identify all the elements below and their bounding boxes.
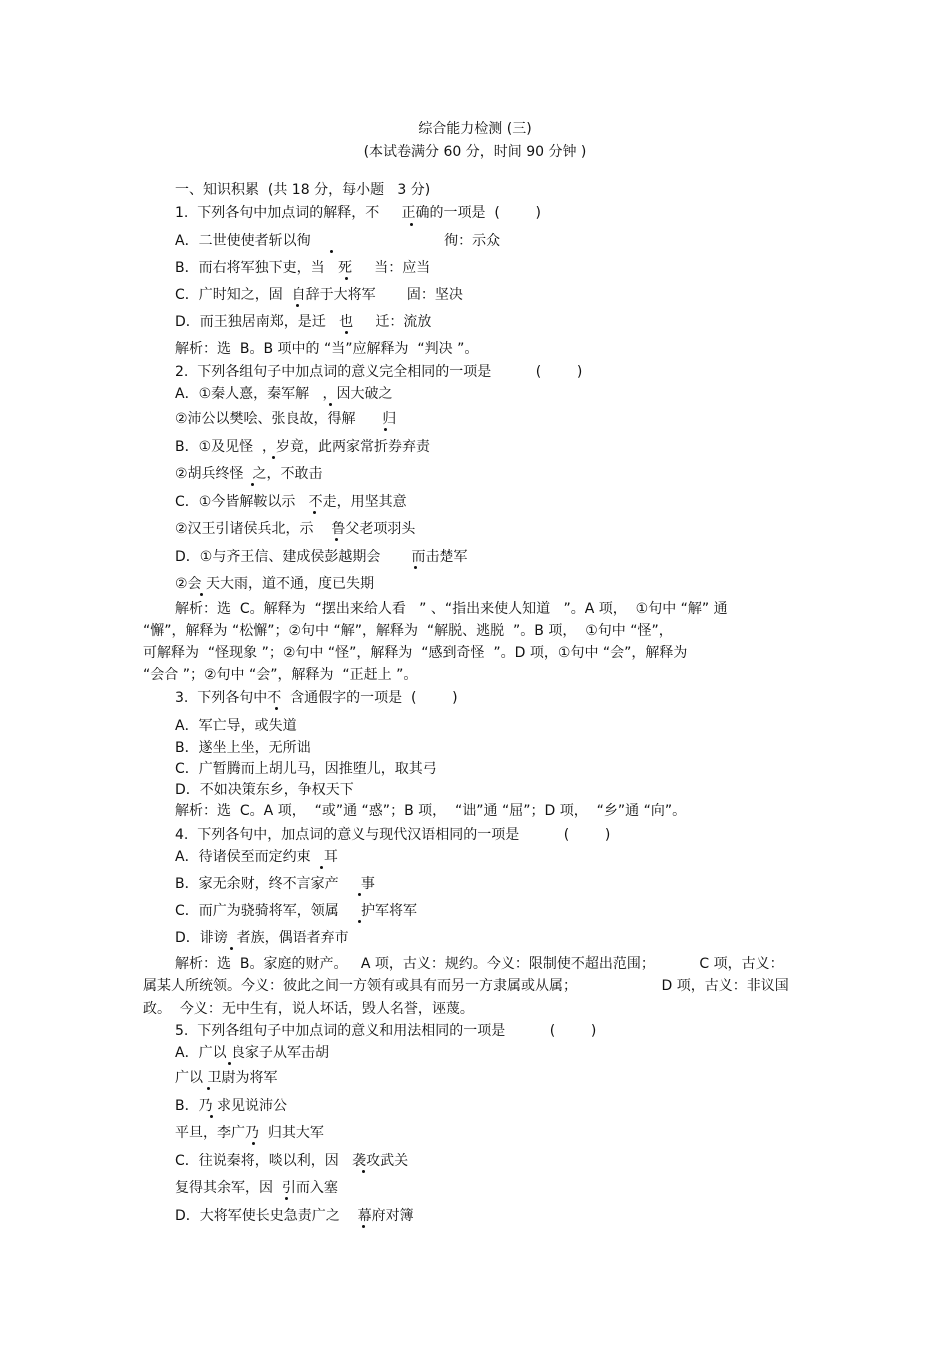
q5-option-b1: B．乃 求见说沛公	[175, 1098, 288, 1114]
q4-analysis-3: 政。 今义：无中生有，说人坏话，毁人名誉，诬蔑。	[143, 1001, 474, 1017]
q2-option-a1: A．①秦人憙，秦军解 ，因大破之	[175, 386, 393, 402]
q5-option-a2: 广以 卫尉为将军	[175, 1070, 278, 1086]
q5-option-b2: 平旦，李广乃 归其大军	[175, 1125, 324, 1141]
q1-analysis: 解析：选 B。B 项中的 “当”应解释为 “判决 ”。	[175, 341, 479, 357]
emphasis-dot	[252, 1142, 255, 1145]
emphasis-dot	[414, 566, 417, 569]
emphasis-dot	[285, 1197, 288, 1200]
section-heading: 一、知识积累 (共 18 分，每小题 3 分)	[175, 182, 431, 198]
q1-option-d: D．而王独居南郑，是迁 也 迁：流放	[175, 314, 432, 330]
emphasis-dot	[410, 223, 413, 226]
emphasis-dot	[251, 483, 254, 486]
question-1-stem: 1. 下列各句中加点词的解释，不 正确的一项是 ( )	[175, 205, 541, 221]
emphasis-dot	[330, 250, 333, 253]
q2-option-b1: B．①及见怪 ，岁竟，此两家常折券弃责	[175, 439, 431, 455]
q4-option-c: C．而广为骁骑将军，领属 护军将军	[175, 903, 418, 919]
q4-analysis-2: 属某人所统领。今义：彼此之间一方领有或具有而另一方隶属或从属； D 项，古义：非议国	[143, 978, 789, 994]
q2-analysis-3: 可解释为 “怪现象 ”；②句中 “怪”，解释为 “感到奇怪 ”。D 项，①句中 “会”，解释为	[143, 645, 688, 661]
q2-option-a2: ②沛公以樊哙、张良故，得解 归	[175, 411, 397, 427]
q4-option-d: D．诽谤 者族，偶语者弃市	[175, 930, 349, 946]
emphasis-dot	[345, 331, 348, 334]
q2-option-b2: ②胡兵终怪 之，不敢击	[175, 466, 323, 482]
q3-option-b: B．遂坐上坐，无所诎	[175, 740, 311, 756]
q1-option-b: B．而右将军独下吏，当 死 当：应当	[175, 260, 431, 276]
question-2-stem: 2. 下列各组句子中加点词的意义完全相同的一项是 ( )	[175, 364, 583, 380]
q1-option-a: A．二世使使者斩以徇 徇：示众	[175, 233, 501, 249]
question-5-stem: 5. 下列各组句子中加点词的意义和用法相同的一项是 ( )	[175, 1023, 597, 1039]
q3-analysis: 解析：选 C。A 项， “或”通 “惑”；B 项， “诎”通 “屈”；D 项， “乡”通 “向”。	[175, 803, 687, 819]
emphasis-dot	[272, 456, 275, 459]
emphasis-dot	[362, 1170, 365, 1173]
q1-option-c: C．广时知之，固 自辞于大将军 固：坚决	[175, 287, 463, 303]
page-title: 综合能力检测 (三)	[418, 121, 532, 137]
q5-option-c1: C．往说秦将，啖以利，因 袭攻武关	[175, 1153, 409, 1169]
q3-option-a: A．军亡导，或失道	[175, 718, 297, 734]
emphasis-dot	[296, 304, 299, 307]
emphasis-dot	[358, 920, 361, 923]
emphasis-dot	[384, 428, 387, 431]
emphasis-dot	[230, 947, 233, 950]
q5-option-a1: A．广以 良家子从军击胡	[175, 1045, 330, 1061]
q2-analysis-4: “会合 ”；②句中 “会”，解释为 “正赶上 ”。	[143, 667, 418, 683]
emphasis-dot	[200, 593, 203, 596]
page-subtitle: (本试卷满分 60 分，时间 90 分钟 )	[363, 144, 587, 160]
q2-analysis-2: “懈”，解释为 “松懈”；②句中 “解”，解释为 “解脱、逃脱 ”。B 项， ①句中 “怪”，	[143, 623, 673, 639]
q4-option-a: A．待诸侯至而定约束 耳	[175, 849, 338, 865]
q5-option-d: D．大将军使长史急责广之 幕府对簿	[175, 1208, 414, 1224]
emphasis-dot	[329, 403, 332, 406]
q2-option-d1: D．①与齐王信、建成侯彭越期会 而击楚军	[175, 549, 468, 565]
emphasis-dot	[335, 538, 338, 541]
q4-option-b: B．家无余财，终不言家产 事	[175, 876, 375, 892]
q5-option-c2: 复得其余军，因 引而入塞	[175, 1180, 338, 1196]
q3-option-c: C．广暂腾而上胡儿马，因推堕儿，取其弓	[175, 761, 437, 777]
question-3-stem: 3. 下列各句中不 含通假字的一项是 ( )	[175, 690, 458, 706]
question-4-stem: 4. 下列各句中，加点词的意义与现代汉语相同的一项是 ( )	[175, 827, 611, 843]
q3-option-d: D．不如决策东乡，争权天下	[175, 782, 354, 798]
emphasis-dot	[362, 1225, 365, 1228]
q4-analysis-1: 解析：选 B。家庭的财产。 A 项，古义：规约。今义：限制使不超出范围； C 项，古义：	[175, 956, 784, 972]
emphasis-dot	[207, 1087, 210, 1090]
emphasis-dot	[275, 707, 278, 710]
emphasis-dot	[313, 511, 316, 514]
emphasis-dot	[228, 1062, 231, 1065]
emphasis-dot	[320, 866, 323, 869]
emphasis-dot	[210, 1115, 213, 1118]
emphasis-dot	[358, 893, 361, 896]
q2-option-c2: ②汉王引诸侯兵北，示 鲁父老项羽头	[175, 521, 416, 537]
q2-option-c1: C．①今皆解鞍以示 不走，用坚其意	[175, 494, 407, 510]
emphasis-dot	[345, 277, 348, 280]
q2-option-d2: ②会 天大雨，道不通，度已失期	[175, 576, 375, 592]
q2-analysis-1: 解析：选 C。解释为 “摆出来给人看 ” 、“指出来使人知道 ”。A 项， ①句中 “解” 通	[175, 601, 728, 617]
